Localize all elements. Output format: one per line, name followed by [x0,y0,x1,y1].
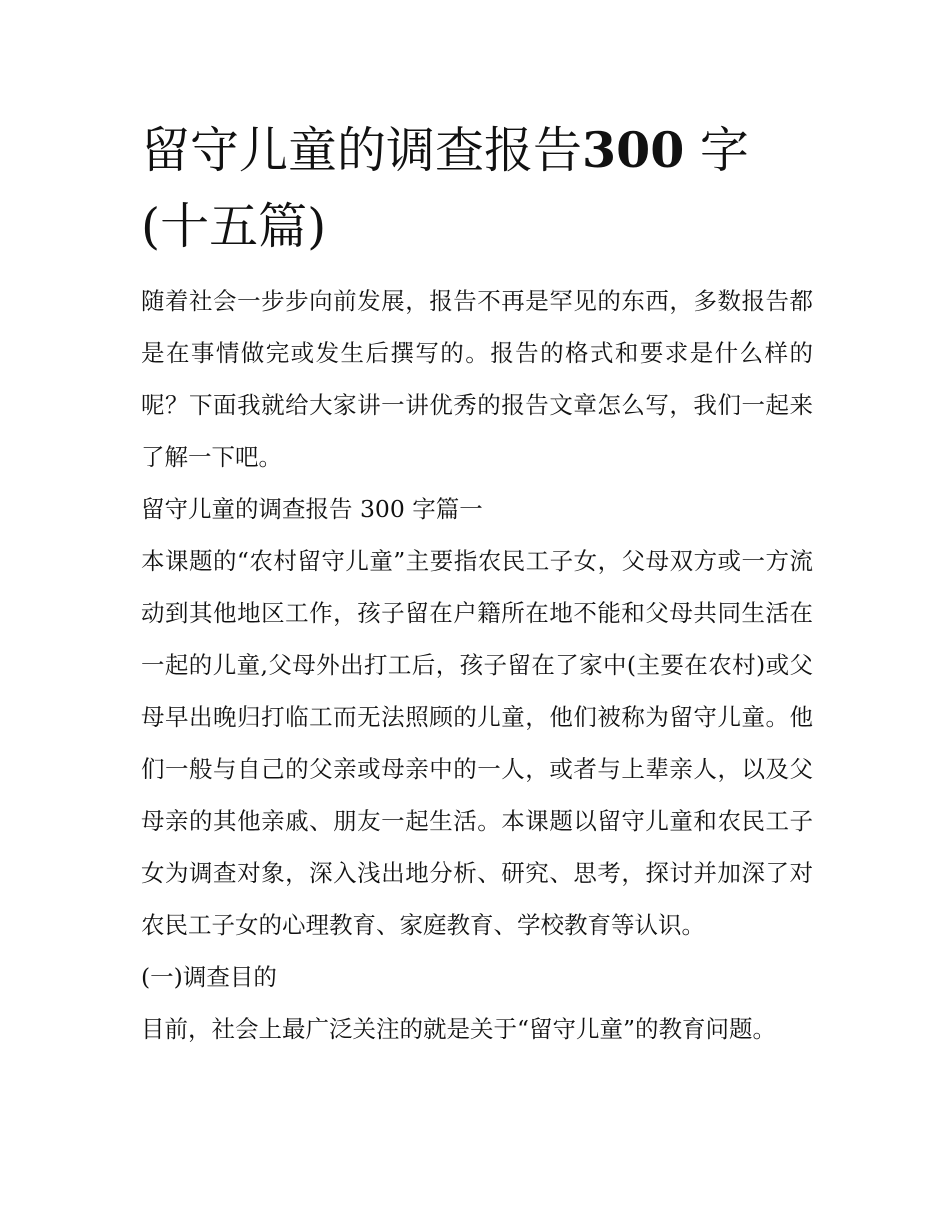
document-body [141,275,813,1055]
intro-paragraph: 随着社会一步步向前发展，报告不再是罕见的东西，多数报告都是在事情做完或发生后撰写的。报告的格式和要求是什么样的呢？下面我就给大家讲一讲优秀的报告文章怎么写，我们一起来了解一下吧。 [141,287,813,471]
document-content [141,112,813,1055]
section-heading: 留守儿童的调查报告 300 字篇一 [141,495,483,523]
title-text-part2: 字(十五篇) [141,122,749,255]
body-paragraph-last: 目前，社会上最广泛关注的就是关于“留守儿童”的教育问题。 [141,1015,777,1043]
subsection-heading: (一)调查目的 [141,963,277,991]
title-text-part1: 留守儿童的调查报告 [141,122,583,179]
title-number: 300 [582,121,685,179]
document-title [141,112,813,265]
body-paragraph: 本课题的“农村留守儿童”主要指农民工子女，父母双方或一方流动到其他地区工作，孩子留在户籍所在地不能和父母共同生活在一起的儿童,父母外出打工后，孩子留在了家中(主要在农村)或父母早出晚归打临工而无法照顾的儿童，他们被称为留守儿童。他们一般与自己的父亲或母亲中的一人，或者与上辈亲人，以及父母亲的其他亲戚、朋友一起生活。本课题以留守儿童和农民工子女为调查对象，深入浅出地分析、研究、思考，探讨并加深了对农民工子女的心理教育、家庭教育、学校教育等认识。 [141,547,813,939]
